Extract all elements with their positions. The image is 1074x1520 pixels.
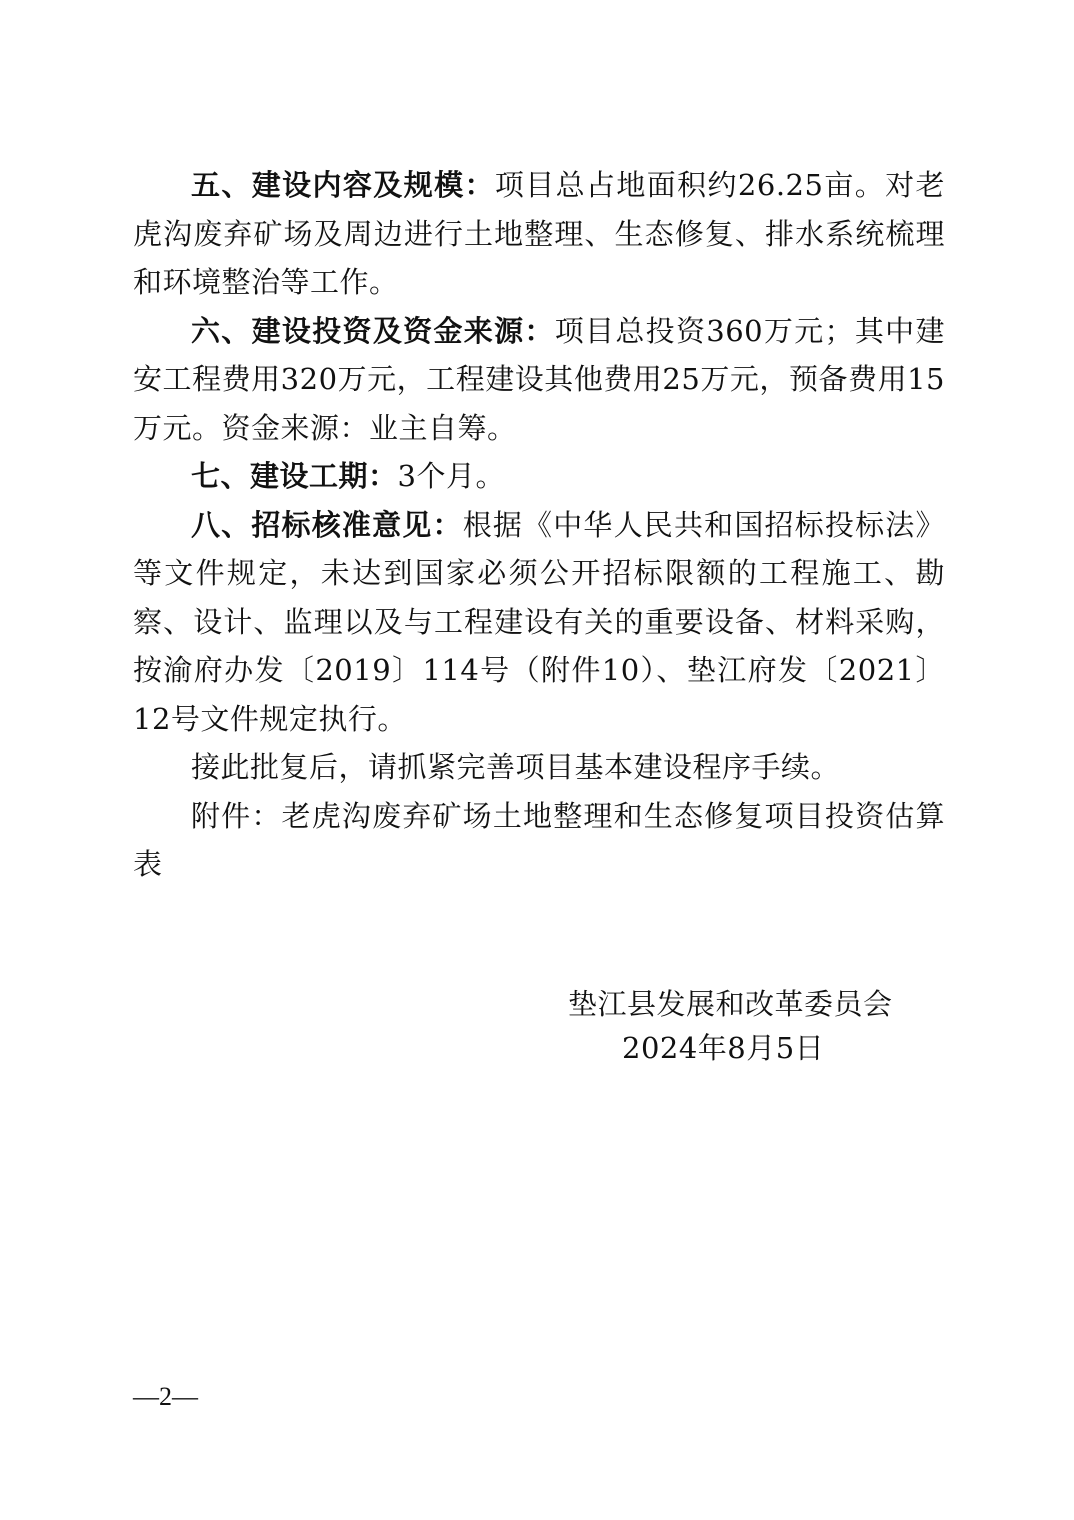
signing-date: 2024年8月5日 [622, 1031, 825, 1065]
section-7-heading: 七、建设工期： [191, 459, 398, 493]
section-8-paragraph [133, 501, 945, 744]
section-5-paragraph [133, 161, 945, 307]
section-8-heading: 八、招标核准意见： [191, 507, 463, 542]
attachment-line: 附件：老虎沟废弃矿场土地整理和生态修复项目投资估算表 [133, 798, 945, 881]
section-6-heading: 六、建设投资及资金来源： [191, 313, 555, 348]
section-6-paragraph [133, 307, 945, 453]
section-7-text: 3个月。 [397, 459, 505, 493]
section-7-paragraph [133, 452, 945, 501]
section-5-text: 项目总占地面积约26.25亩。对老虎沟废弃矿场及周边进行土地整理、生态修复、排水系统梳理和环境整治等工作。 [133, 168, 945, 299]
signing-organization: 垫江县发展和改革委员会 [568, 987, 893, 1021]
document-body [133, 161, 945, 889]
page-number: —2— [133, 1382, 198, 1411]
signature-block [560, 982, 940, 1070]
section-5-heading: 五、建设内容及规模： [191, 168, 495, 202]
section-6-text: 项目总投资360万元；其中建安工程费用320万元，工程建设其他费用25万元，预备费用15万元。资金来源：业主自筹。 [133, 313, 945, 445]
section-8-text: 根据《中华人民共和国招标投标法》等文件规定，未达到国家必须公开招标限额的工程施工、勘察、设计、监理以及与工程建设有关的重要设备、材料采购，按渝府办发〔2019〕114号（附件10）、垫江府发〔2021〕12号文件规定执行。 [133, 507, 945, 736]
closing-paragraph: 接此批复后，请抓紧完善项目基本建设程序手续。 [191, 750, 841, 784]
